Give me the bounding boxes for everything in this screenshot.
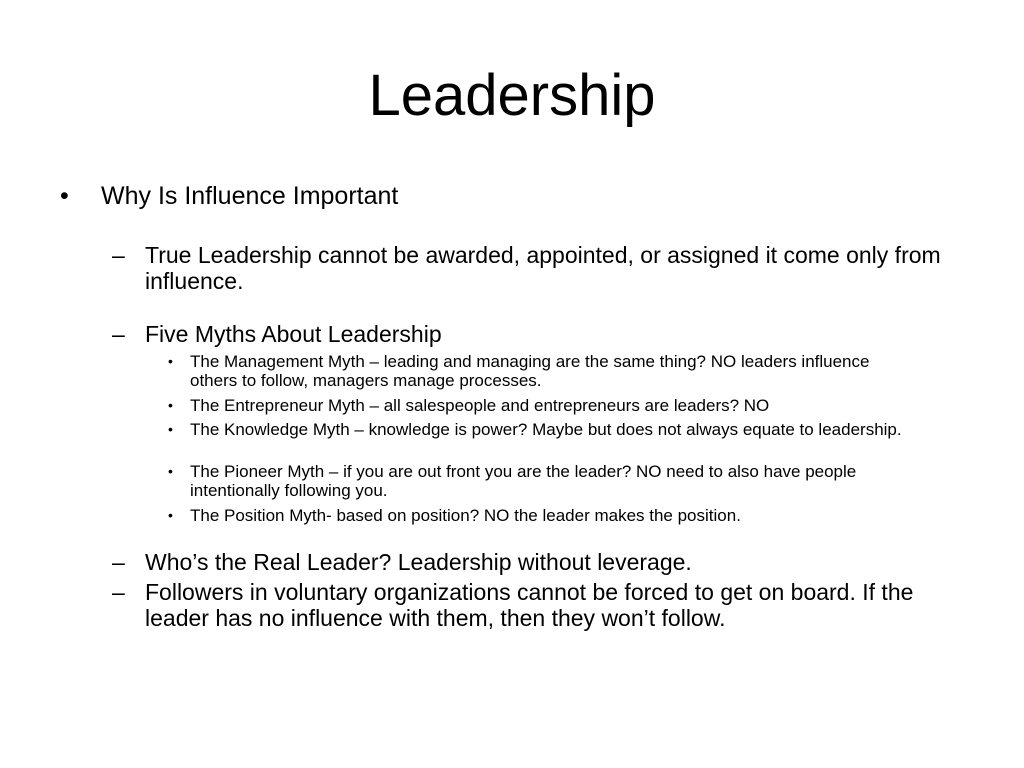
bullet-marker: • xyxy=(168,421,173,437)
dash-marker: – xyxy=(112,242,125,268)
myth-text: The Position Myth- based on position? NO the leader makes the position. xyxy=(190,506,741,525)
bullet-marker: • xyxy=(168,397,173,413)
sub-item-text: Followers in voluntary organizations cannot be forced to get on board. If the leader has no influence with them, then they won’t follow. xyxy=(145,579,914,631)
myth-text: The Entrepreneur Myth – all salespeople and entrepreneurs are leaders? NO xyxy=(190,396,770,415)
myth-text: The Management Myth – leading and managing are the same thing? NO leaders influence others to follow, managers manage processes. xyxy=(190,352,870,390)
bullet-marker: • xyxy=(168,353,173,369)
dash-marker: – xyxy=(112,549,125,575)
bullet-text: Why Is Influence Important xyxy=(101,182,399,210)
bullet-marker: • xyxy=(168,507,173,523)
slide-title: Leadership xyxy=(368,63,656,128)
dash-marker: – xyxy=(112,579,125,605)
myth-text: The Knowledge Myth – knowledge is power? Maybe but does not always equate to leadership. xyxy=(190,420,902,439)
dash-marker: – xyxy=(112,321,125,347)
bullet-marker: • xyxy=(168,463,173,479)
myth-text: The Pioneer Myth – if you are out front you are the leader? NO need to also have people intentionally following you. xyxy=(190,462,857,500)
sub-item-text: True Leadership cannot be awarded, appointed, or assigned it come only from influence. xyxy=(145,242,941,294)
sub-item-text: Who’s the Real Leader? Leadership without leverage. xyxy=(145,549,692,575)
sub-item-text: Five Myths About Leadership xyxy=(145,321,442,347)
bullet-marker: • xyxy=(60,182,69,210)
